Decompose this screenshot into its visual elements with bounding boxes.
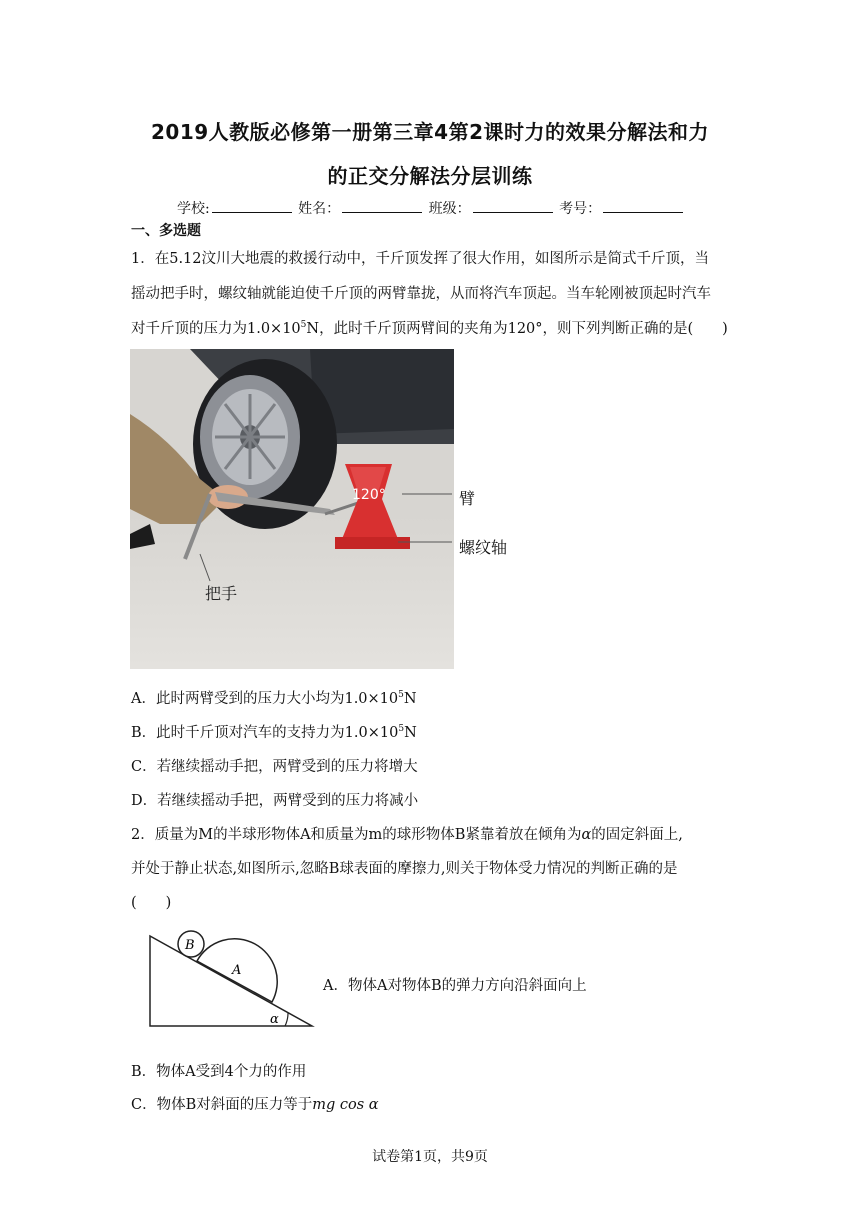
q1-option-c[interactable]: C．若继续摇动手把，两臂受到的压力将增大 [131, 759, 418, 775]
document-title-line1: 2019人教版必修第一册第三章4第2课时力的效果分解法和力 [151, 120, 709, 144]
car-jack-photo [130, 349, 454, 669]
ball-b-label: B [185, 938, 195, 953]
number-label: 考号： [559, 201, 602, 217]
q1-text-line1: 1．在5.12汶川大地震的救援行动中，千斤顶发挥了很大作用，如图所示是简式千斤顶，当 [131, 251, 710, 267]
q2-option-b[interactable]: B．物体A受到4个力的作用 [131, 1064, 307, 1080]
screw-label: 螺纹轴 [459, 538, 508, 557]
q2-text-line2: 并处于静止状态,如图所示,忽略B球表面的摩擦力,则关于物体受力情况的判断正确的是 [131, 861, 678, 877]
class-blank[interactable] [473, 200, 553, 213]
q2-text-line1: 2．质量为M的半球形物体A和质量为m的球形物体B紧靠着放在倾角为α的固定斜面上, [131, 827, 683, 843]
class-label: 班级： [428, 201, 471, 217]
arm-label: 臂 [459, 489, 476, 508]
angle-alpha-label: α [270, 1012, 279, 1027]
incline-diagram [130, 926, 320, 1038]
q2-option-c[interactable]: C．物体B对斜面的压力等于mg cos α [131, 1097, 379, 1113]
school-label: 学校: [177, 201, 210, 217]
angle-label: 120° [352, 487, 386, 503]
student-info-fields [177, 198, 685, 218]
school-blank[interactable] [212, 200, 292, 213]
q1-option-d[interactable]: D．若继续摇动手把，两臂受到的压力将减小 [131, 793, 419, 809]
name-blank[interactable] [342, 200, 422, 213]
number-blank[interactable] [603, 200, 683, 213]
document-title-line2: 的正交分解法分层训练 [327, 164, 533, 188]
name-label: 姓名： [298, 201, 341, 217]
q2-text-line3: ( ) [131, 895, 172, 911]
q1-option-b[interactable]: B．此时千斤顶对汽车的支持力为$1.0\times 10^5N$ [131, 724, 417, 741]
handle-label: 把手 [205, 584, 238, 603]
q1-text-line3: 对千斤顶的压力为$1.0\times 10^5N$，此时千斤顶两臂间的夹角为120°，则下列判断正确的是( ) [131, 320, 728, 337]
q1-option-a[interactable]: A．此时两臂受到的压力大小均为$1.0\times 10^5N$ [131, 690, 417, 707]
q2-option-a[interactable]: A．物体A对物体B的弹力方向沿斜面向上 [323, 978, 587, 994]
hemisphere-a-label: A [232, 963, 242, 978]
section-heading: 一、多选题 [131, 223, 201, 239]
q1-text-line2: 摇动把手时，螺纹轴就能迫使千斤顶的两臂靠拢，从而将汽车顶起。当车轮刚被顶起时汽车 [131, 286, 711, 302]
page-footer: 试卷第1页，共9页 [372, 1149, 488, 1165]
